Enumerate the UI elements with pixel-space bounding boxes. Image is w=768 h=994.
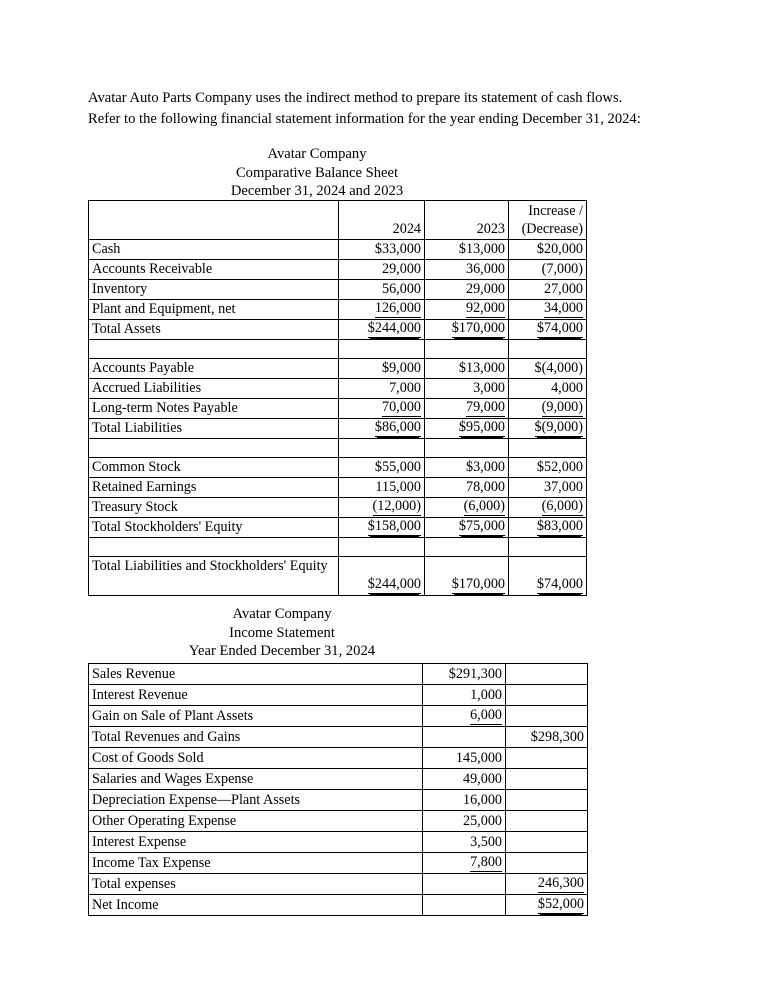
amount-cell: 70,000 — [339, 399, 425, 419]
amount-cell: 29,000 — [339, 260, 425, 280]
amount-cell: $83,000 — [509, 518, 587, 538]
balance-sheet-period: December 31, 2024 and 2023 — [230, 183, 404, 199]
amount-cell: $291,300 — [423, 664, 506, 685]
amount-cell — [506, 790, 588, 811]
column-header-label — [89, 201, 339, 240]
amount-cell — [509, 538, 587, 557]
amount-cell: $170,000 — [425, 557, 509, 596]
amount-cell — [506, 748, 588, 769]
intro-line-1: Avatar Auto Parts Company uses the indirect method to prepare its statement of cash flows. — [88, 90, 623, 106]
table-row — [89, 260, 587, 280]
amount-cell: $13,000 — [425, 359, 509, 379]
income-statement-company: Avatar Company — [232, 606, 332, 622]
row-label: Accounts Payable — [89, 359, 339, 379]
amount-cell: $170,000 — [425, 320, 509, 340]
row-label: Treasury Stock — [89, 498, 339, 518]
amount-cell: 6,000 — [423, 706, 506, 727]
amount-cell: $3,000 — [425, 458, 509, 478]
column-header-change: Increase / (Decrease) — [509, 201, 587, 240]
amount-cell — [425, 439, 509, 458]
amount-cell: (9,000) — [509, 399, 587, 419]
balance-sheet-heading — [88, 145, 546, 201]
amount-cell: 115,000 — [339, 478, 425, 498]
amount-cell — [506, 832, 588, 853]
row-label: Accounts Receivable — [89, 260, 339, 280]
table-row — [89, 359, 587, 379]
amount-cell: $52,000 — [506, 895, 588, 916]
amount-cell — [509, 439, 587, 458]
amount-cell: $(9,000) — [509, 419, 587, 439]
table-row — [89, 518, 587, 538]
amount-cell: 29,000 — [425, 280, 509, 300]
amount-cell: 25,000 — [423, 811, 506, 832]
amount-cell: 1,000 — [423, 685, 506, 706]
amount-cell: $13,000 — [425, 240, 509, 260]
amount-cell — [509, 340, 587, 359]
row-label — [89, 340, 339, 359]
row-label: Total Revenues and Gains — [89, 727, 423, 748]
amount-cell — [506, 685, 588, 706]
income-statement-table — [88, 663, 588, 916]
row-label: Total Liabilities — [89, 419, 339, 439]
amount-cell — [339, 538, 425, 557]
amount-cell: 49,000 — [423, 769, 506, 790]
row-label: Sales Revenue — [89, 664, 423, 685]
amount-cell: 36,000 — [425, 260, 509, 280]
table-row — [89, 300, 587, 320]
table-header-row — [89, 201, 587, 240]
amount-cell: $55,000 — [339, 458, 425, 478]
amount-cell: 78,000 — [425, 478, 509, 498]
table-row — [89, 895, 588, 916]
amount-cell: $9,000 — [339, 359, 425, 379]
table-spacer-row — [89, 538, 587, 557]
row-label: Interest Expense — [89, 832, 423, 853]
amount-cell — [506, 853, 588, 874]
amount-cell: (6,000) — [425, 498, 509, 518]
table-row — [89, 498, 587, 518]
amount-cell — [425, 340, 509, 359]
row-label: Cash — [89, 240, 339, 260]
table-row — [89, 320, 587, 340]
amount-cell: 37,000 — [509, 478, 587, 498]
table-row — [89, 811, 588, 832]
amount-cell: 92,000 — [425, 300, 509, 320]
intro-line-2: Refer to the following financial statement information for the year ending December 31, 2024: — [88, 111, 641, 127]
income-statement-title: Income Statement — [229, 624, 335, 641]
income-statement-period: Year Ended December 31, 2024 — [188, 643, 376, 659]
comparative-balance-sheet-table — [88, 200, 587, 596]
amount-cell: 3,500 — [423, 832, 506, 853]
row-label: Long-term Notes Payable — [89, 399, 339, 419]
amount-cell: (7,000) — [509, 260, 587, 280]
amount-cell — [423, 727, 506, 748]
amount-cell: $95,000 — [425, 419, 509, 439]
table-row — [89, 419, 587, 439]
table-row — [89, 727, 588, 748]
amount-cell — [506, 664, 588, 685]
amount-cell — [506, 811, 588, 832]
table-row — [89, 748, 588, 769]
row-label: Total Assets — [89, 320, 339, 340]
column-header-year-prior: 2023 — [425, 201, 509, 240]
row-label: Net Income — [89, 895, 423, 916]
amount-cell: $244,000 — [339, 557, 425, 596]
table-row — [89, 240, 587, 260]
row-label: Income Tax Expense — [89, 853, 423, 874]
amount-cell: $75,000 — [425, 518, 509, 538]
row-label: Total Stockholders' Equity — [89, 518, 339, 538]
table-row — [89, 706, 588, 727]
amount-cell — [506, 706, 588, 727]
row-label: Total Liabilities and Stockholders' Equity — [89, 557, 339, 596]
amount-cell: $(4,000) — [509, 359, 587, 379]
row-label: Interest Revenue — [89, 685, 423, 706]
amount-cell: $244,000 — [339, 320, 425, 340]
amount-cell: (6,000) — [509, 498, 587, 518]
row-label: Salaries and Wages Expense — [89, 769, 423, 790]
amount-cell: $20,000 — [509, 240, 587, 260]
amount-cell: 56,000 — [339, 280, 425, 300]
table-spacer-row — [89, 439, 587, 458]
amount-cell — [423, 874, 506, 895]
amount-cell: $74,000 — [509, 320, 587, 340]
table-row — [89, 399, 587, 419]
amount-cell: $86,000 — [339, 419, 425, 439]
row-label: Plant and Equipment, net — [89, 300, 339, 320]
amount-cell: 3,000 — [425, 379, 509, 399]
row-label: Inventory — [89, 280, 339, 300]
row-label: Cost of Goods Sold — [89, 748, 423, 769]
amount-cell: 126,000 — [339, 300, 425, 320]
amount-cell — [339, 340, 425, 359]
table-row — [89, 379, 587, 399]
table-row — [89, 557, 587, 596]
table-row — [89, 685, 588, 706]
amount-cell: $74,000 — [509, 557, 587, 596]
amount-cell: (12,000) — [339, 498, 425, 518]
amount-cell: 145,000 — [423, 748, 506, 769]
amount-cell: $158,000 — [339, 518, 425, 538]
amount-cell: 7,800 — [423, 853, 506, 874]
table-spacer-row — [89, 340, 587, 359]
row-label: Retained Earnings — [89, 478, 339, 498]
amount-cell: 7,000 — [339, 379, 425, 399]
balance-sheet-title: Comparative Balance Sheet — [235, 164, 399, 181]
amount-cell: 16,000 — [423, 790, 506, 811]
row-label — [89, 538, 339, 557]
amount-cell — [423, 895, 506, 916]
amount-cell — [506, 769, 588, 790]
balance-sheet-company: Avatar Company — [267, 146, 367, 162]
amount-cell: 246,300 — [506, 874, 588, 895]
table-row — [89, 769, 588, 790]
row-label: Common Stock — [89, 458, 339, 478]
income-statement-heading — [88, 605, 476, 661]
row-label — [89, 439, 339, 458]
row-label: Gain on Sale of Plant Assets — [89, 706, 423, 727]
row-label: Other Operating Expense — [89, 811, 423, 832]
amount-cell: $298,300 — [506, 727, 588, 748]
amount-cell — [425, 538, 509, 557]
table-row — [89, 280, 587, 300]
amount-cell: $33,000 — [339, 240, 425, 260]
table-row — [89, 664, 588, 685]
row-label: Total expenses — [89, 874, 423, 895]
amount-cell: 34,000 — [509, 300, 587, 320]
row-label: Accrued Liabilities — [89, 379, 339, 399]
amount-cell: $52,000 — [509, 458, 587, 478]
amount-cell: 27,000 — [509, 280, 587, 300]
amount-cell: 4,000 — [509, 379, 587, 399]
table-row — [89, 832, 588, 853]
row-label: Depreciation Expense—Plant Assets — [89, 790, 423, 811]
table-row — [89, 478, 587, 498]
amount-cell — [339, 439, 425, 458]
table-row — [89, 458, 587, 478]
table-row — [89, 874, 588, 895]
table-row — [89, 790, 588, 811]
column-header-year-current: 2024 — [339, 201, 425, 240]
table-row — [89, 853, 588, 874]
amount-cell: 79,000 — [425, 399, 509, 419]
intro-paragraph — [88, 88, 688, 130]
